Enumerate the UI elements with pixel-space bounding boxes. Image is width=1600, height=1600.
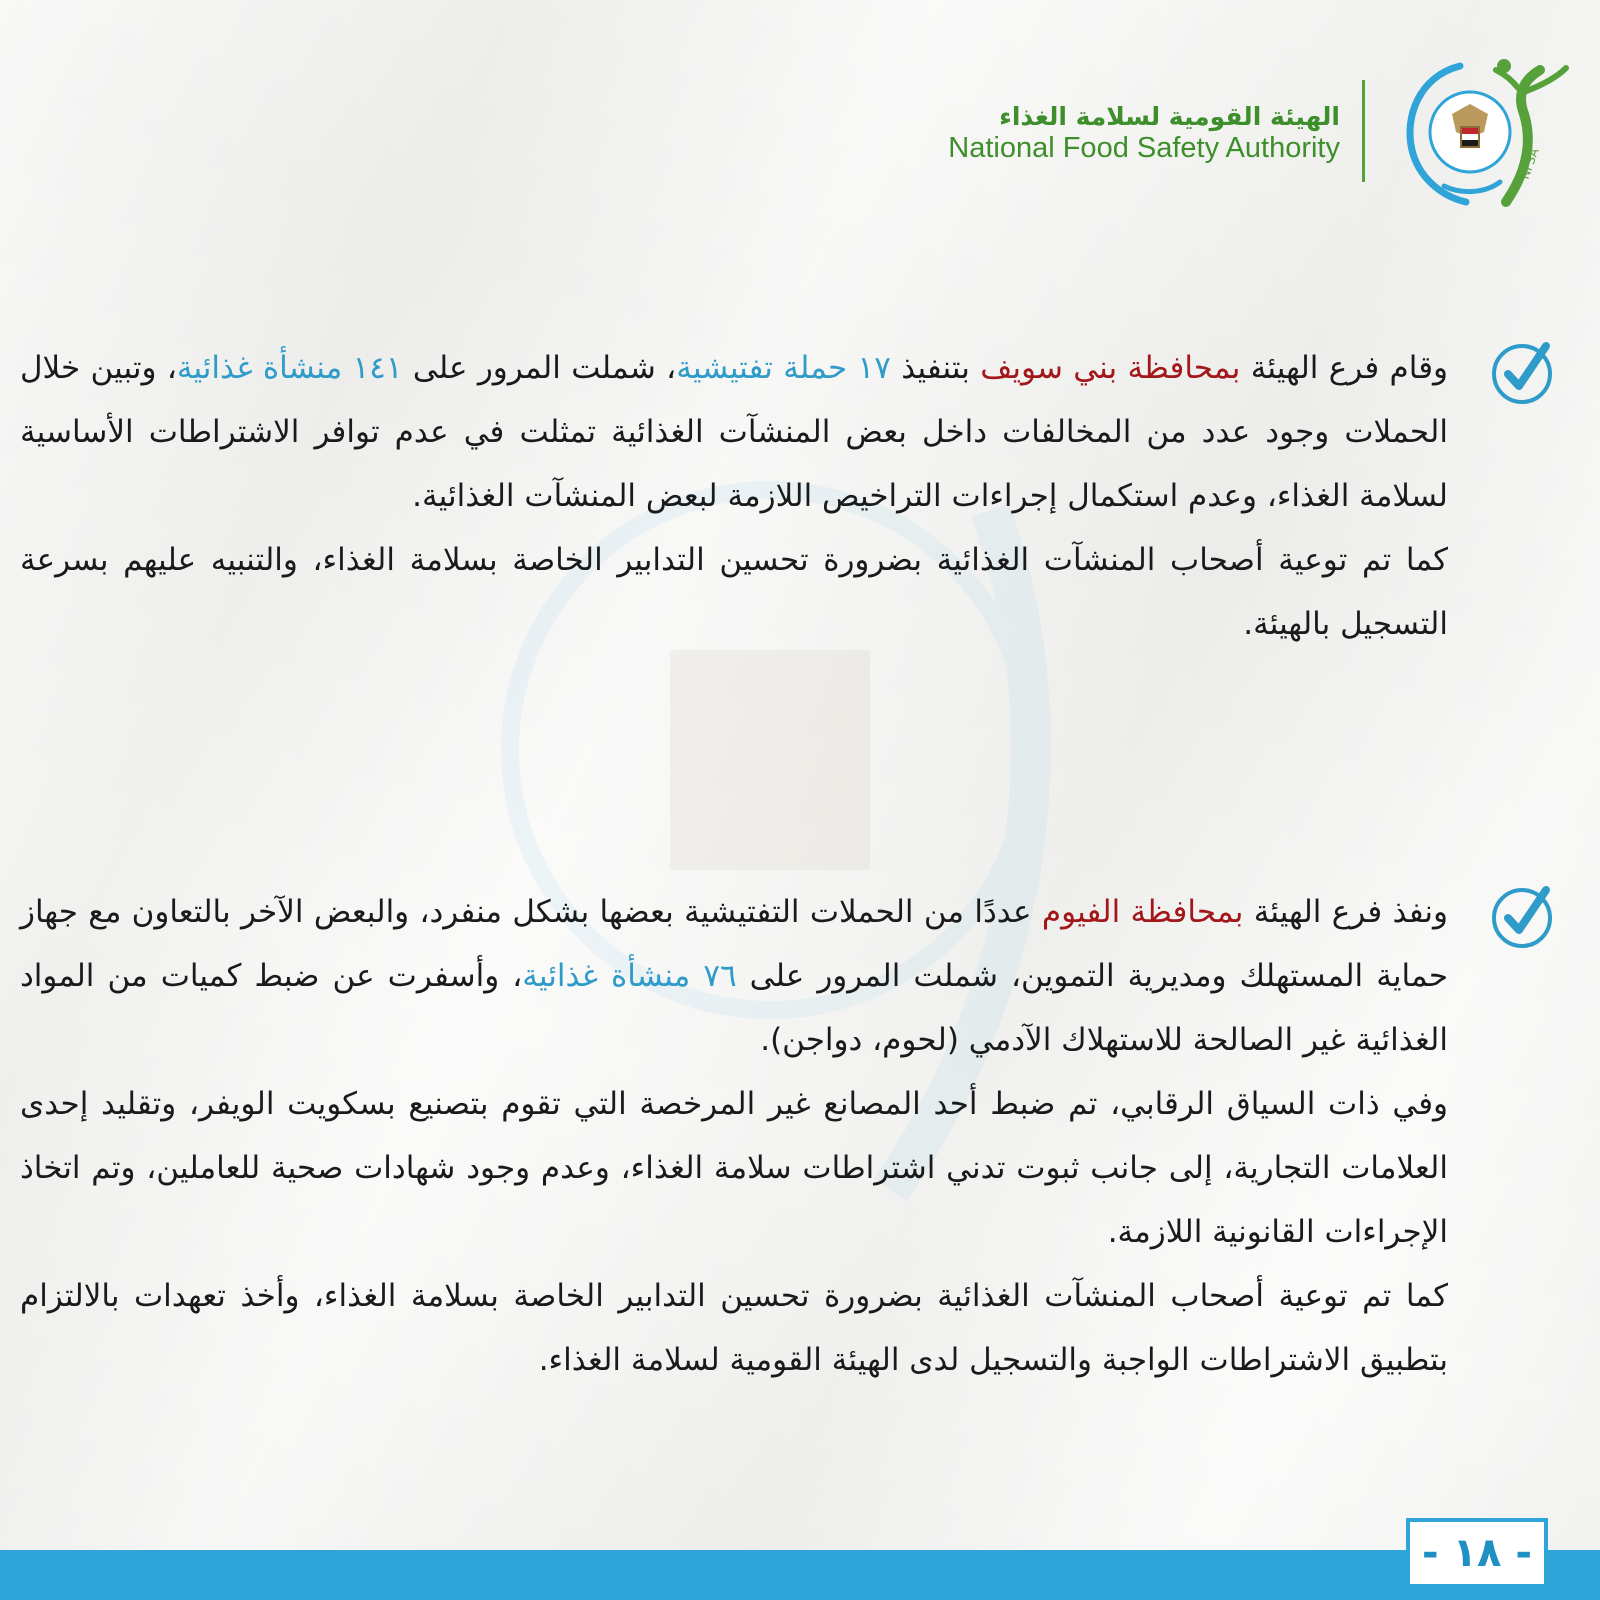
governorate-highlight: بمحافظة بني سويف (980, 350, 1241, 386)
campaign-count-highlight: ١٧ حملة تفتيشية (676, 350, 891, 386)
section2-paragraph-2: وفي ذات السياق الرقابي، تم ضبط أحد المصانع غير المرخصة التي تقوم بتصنيع بسكويت الويفر، وتقليد إحدى العلامات التجارية، إلى جانب ثبوت تدني اشتراطات سلامة الغذاء، وعدم وجود شهادات صحية للعاملين، وتم اتخاذ الإجراءات القانونية اللازمة. (20, 1086, 1448, 1250)
check-circle-icon (1488, 336, 1556, 404)
org-name-english: National Food Safety Authority (948, 132, 1340, 164)
section1-paragraph-2: كما تم توعية أصحاب المنشآت الغذائية بضرورة تحسين التدابير الخاصة بسلامة الغذاء، والتنبيه عليهم بسرعة التسجيل بالهيئة. (20, 542, 1448, 642)
facility-count-highlight: ١٤١ منشأة غذائية (176, 350, 403, 386)
org-name-arabic: الهيئة القومية لسلامة الغذاء (999, 102, 1340, 131)
governorate-highlight: بمحافظة الفيوم (1041, 894, 1244, 930)
facility-count-highlight: ٧٦ منشأة غذائية (522, 958, 737, 994)
section1-text (20, 336, 1448, 656)
logo-badge-text: NFSA (1517, 146, 1542, 182)
section2-paragraph-3: كما تم توعية أصحاب المنشآت الغذائية بضرورة تحسين التدابير الخاصة بسلامة الغذاء، وأخذ تعهدات بالالتزام بتطبيق الاشتراطات الواجبة والتسجيل لدى الهيئة القومية لسلامة الغذاء. (20, 1278, 1448, 1378)
section1-paragraph-1: وقام فرع الهيئة بمحافظة بني سويف بتنفيذ ١٧ حملة تفتيشية، شملت المرور على ١٤١ منشأة غذائية، وتبين خلال الحملات وجود عدد من المخالفات داخل بعض المنشآت الغذائية تمثلت في عدم توافر الاشتراطات الأساسية لسلامة الغذاء، وعدم استكمال إجراءات التراخيص اللازمة لبعض المنشآت الغذائية. (20, 350, 1448, 514)
section-fayoum (20, 880, 1560, 1380)
header (870, 52, 1570, 212)
check-circle-icon (1488, 880, 1556, 948)
section2-text (20, 880, 1448, 1392)
page-number: - ١٨ - (1406, 1518, 1548, 1588)
section2-paragraph-1: ونفذ فرع الهيئة بمحافظة الفيوم عددًا من الحملات التفتيشية بعضها بشكل منفرد، والبعض الآخر بالتعاون مع جهاز حماية المستهلك ومديرية التموين، شملت المرور على ٧٦ منشأة غذائية، وأسفرت عن ضبط كميات من المواد الغذائية غير الصالحة للاستهلاك الآدمي (لحوم، دواجن). (20, 894, 1449, 1058)
section-beni-suef (20, 336, 1560, 706)
footer-bar (0, 1550, 1600, 1600)
header-divider (1362, 80, 1365, 182)
nfsa-emblem-icon (1400, 52, 1570, 212)
